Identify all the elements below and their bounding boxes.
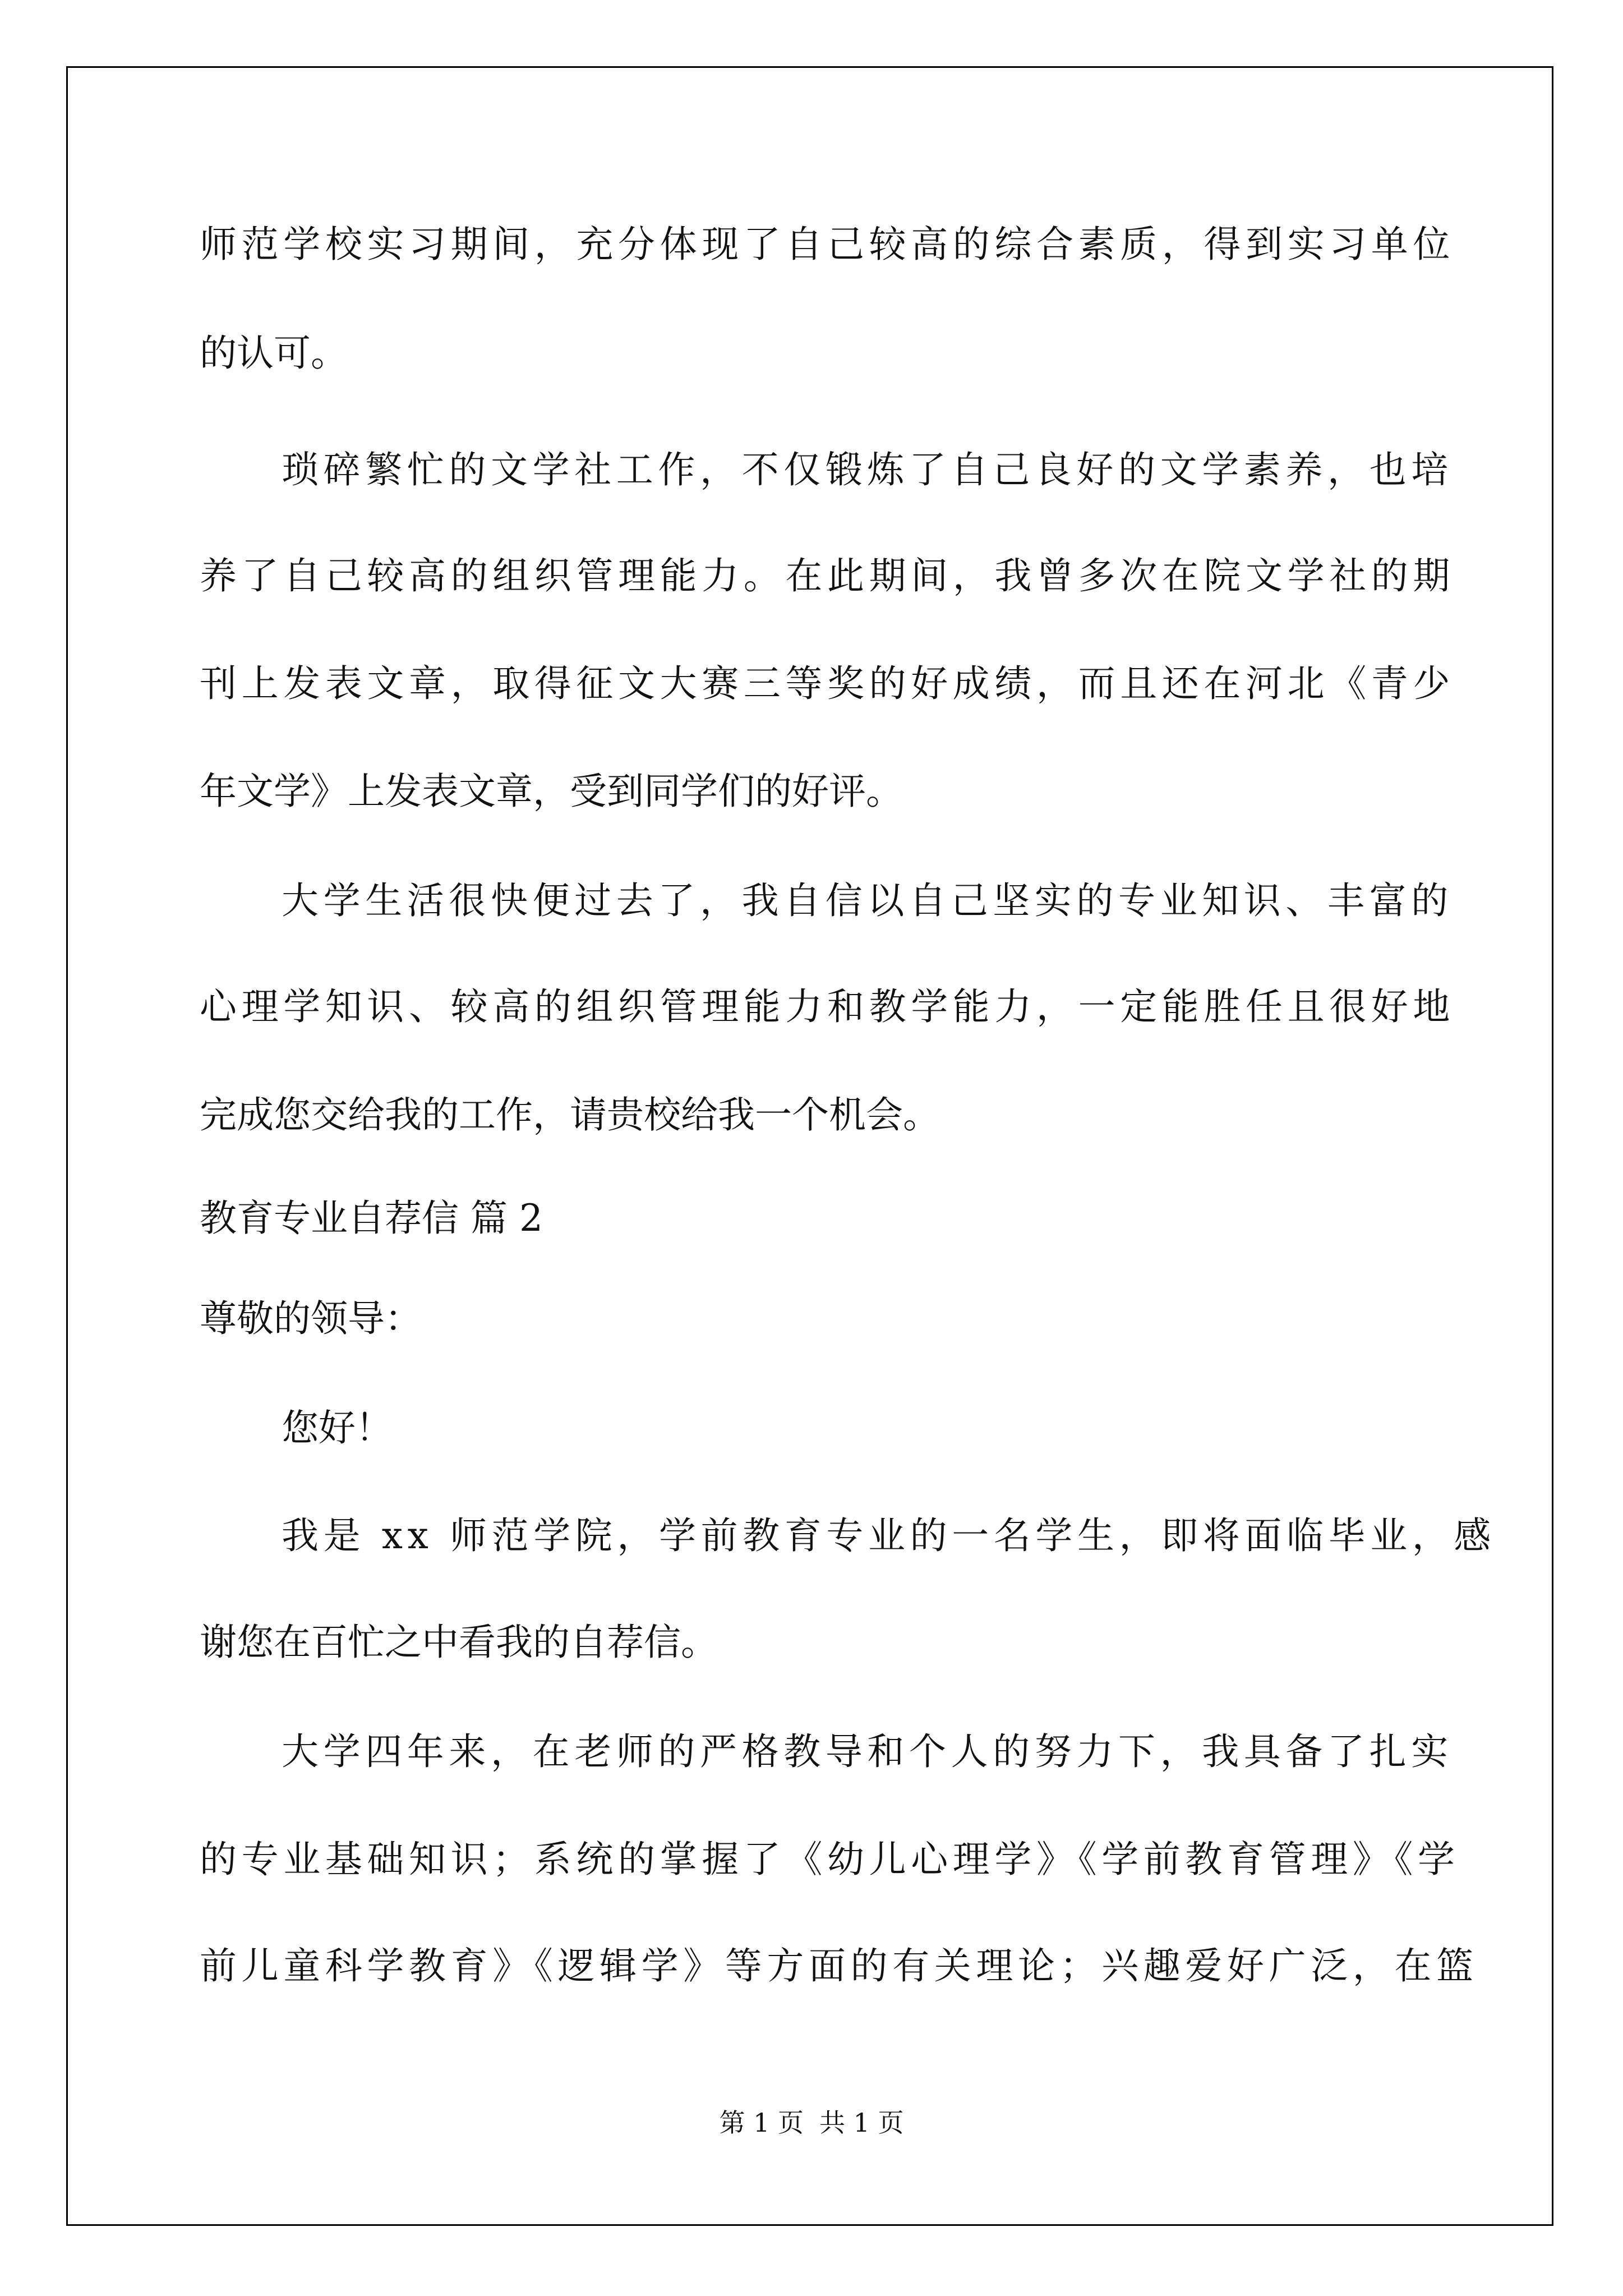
- body-line: 我是 xx 师范学院，学前教育专业的一名学生，即将面临毕业，感: [282, 1514, 1496, 1557]
- greeting: 您好！: [282, 1406, 393, 1450]
- salutation: 尊敬的领导：: [200, 1297, 422, 1340]
- body-line: 大学生活很快便过去了，我自信以自己坚实的专业知识、丰富的: [282, 879, 1453, 922]
- page-border: [66, 66, 1553, 2226]
- body-line: 完成您交给我的工作，请贵校给我一个机会。: [200, 1093, 940, 1137]
- body-line: 的专业基础知识；系统的掌握了《幼儿心理学》《学前教育管理》《学: [200, 1838, 1460, 1881]
- body-line: 养了自己较高的组织管理能力。在此期间，我曾多次在院文学社的期: [200, 554, 1455, 597]
- body-line: 谢您在百忙之中看我的自荐信。: [200, 1621, 718, 1664]
- body-line: 心理学知识、较高的组织管理能力和教学能力，一定能胜任且很好地: [200, 985, 1455, 1028]
- body-line: 大学四年来，在老师的严格教导和个人的努力下，我具备了扎实: [282, 1730, 1453, 1773]
- page-number: 第 1 页: [719, 2108, 804, 2138]
- body-line: 前儿童科学教育》《逻辑学》等方面的有关理论；兴趣爱好广泛，在篮: [200, 1944, 1478, 1987]
- page-total: 共 1 页: [819, 2108, 904, 2138]
- body-line: 琐碎繁忙的文学社工作，不仅锻炼了自己良好的文学素养，也培: [282, 448, 1453, 491]
- body-line: 的认可。: [200, 332, 348, 375]
- body-line: 刊上发表文章，取得征文大赛三等奖的好成绩，而且还在河北《青少: [200, 662, 1455, 705]
- body-line: 年文学》上发表文章，受到同学们的好评。: [200, 770, 903, 813]
- page-footer: [0, 2102, 1623, 2139]
- section-heading: 教育专业自荐信 篇 2: [200, 1197, 543, 1240]
- body-line: 师范学校实习期间，充分体现了自己较高的综合素质，得到实习单位: [200, 223, 1455, 266]
